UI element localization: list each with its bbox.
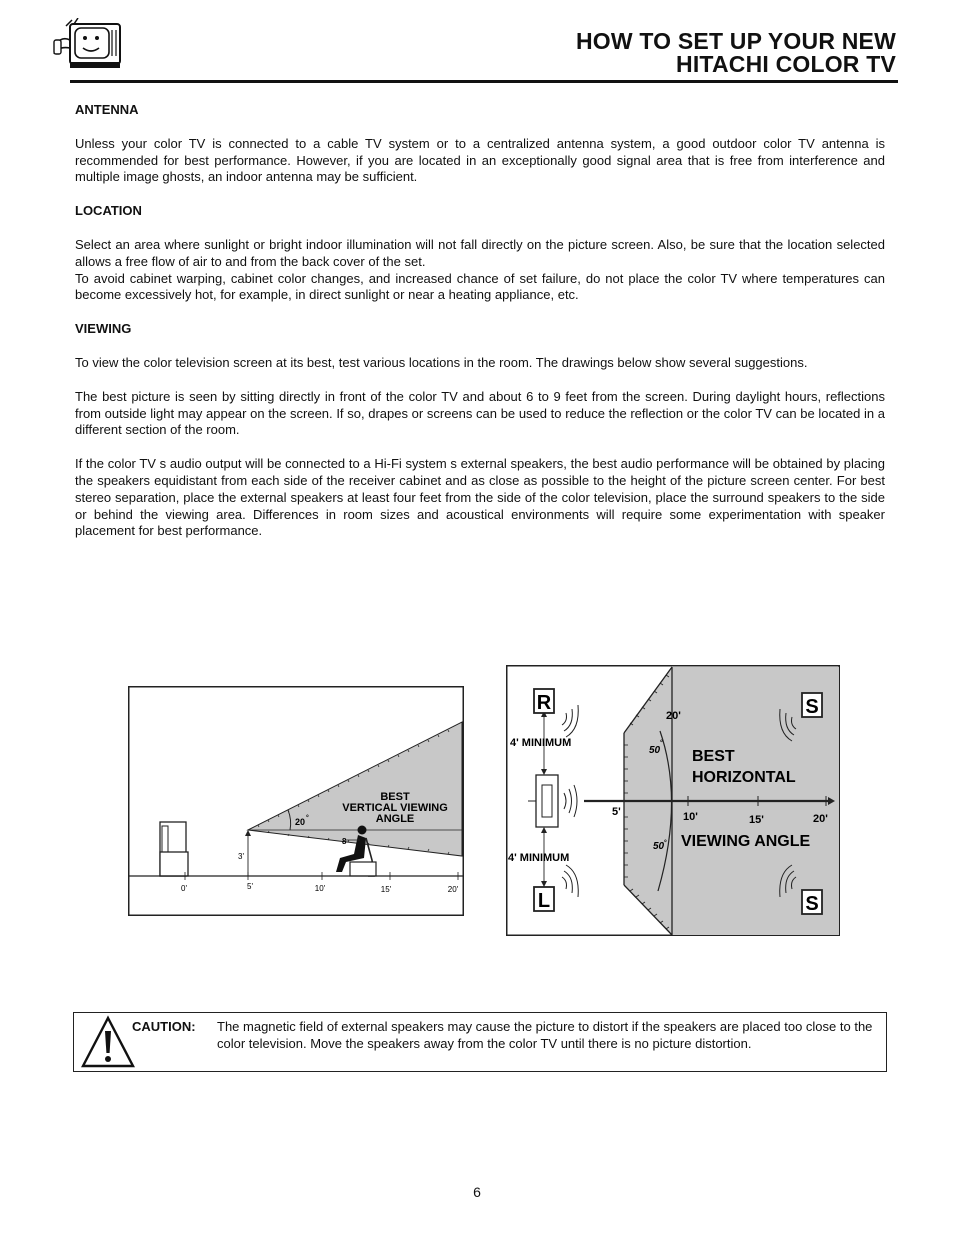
page-number: 6 [473,1184,481,1200]
angle-top-degree: ° [660,740,663,747]
tv-mascot-logo [52,18,122,70]
antenna-paragraph: Unless your color TV is connected to a cable TV system or to a centralized antenna system, a good outdoor color TV antenna is recommended for best performance. However, if you are located in an exceptionally good signal area that is free from interference and multiple image ghosts, an indoor antenna may be sufficient. [75,135,885,185]
antenna-heading: ANTENNA [75,102,139,117]
horizontal-viewing-angle-figure [506,665,842,938]
speaker-r-label: R [536,692,552,714]
viewing-heading: VIEWING [75,321,132,337]
tick-20-label: 20' [813,813,828,825]
tick-15-label: 15' [749,814,764,826]
dist-5-label: 5' [612,806,621,818]
speaker-s-top-label: S [805,696,819,718]
vertical-label-line-3: ANGLE [375,813,415,825]
dist-20-top-label: 20' [666,710,681,722]
vertical-label-line-2: VERTICAL VIEWING [342,802,448,814]
location-paragraph-1: Select an area where sunlight or bright indoor illumination will not fall directly on the picture screen. Also, be sure that the location selected allows a free flow of air to and from the back cover of the set. [75,236,885,269]
viewing-angle-label: VIEWING ANGLE [681,833,811,850]
vertical-height-label: 3' [238,852,244,861]
vertical-viewing-angle-figure [128,686,464,916]
speaker-s-bottom-label: S [805,893,819,915]
vertical-tick-15: 15' [380,885,392,894]
caution-text: The magnetic field of external speakers may cause the picture to distort if the speakers are placed too close to the color television. Move the speakers away from the color TV until there is no picture distortion. [217,1019,873,1051]
vertical-tick-20: 20' [447,885,459,894]
tick-10-label: 10' [683,811,698,823]
angle-bottom-label: 50 [653,841,665,852]
viewing-paragraph-1: To view the color television screen at its best, test various locations in the room. The drawings below show several suggestions. [75,354,808,370]
viewing-paragraph-2: The best picture is seen by sitting directly in front of the color TV and about 6 to 9 feet from the screen. During daylight hours, reflections from outside light may appear on the screen. If so, drapes or screens can be used to reduce the reflection or the color TV can be located in a different section of the room. [75,388,885,438]
vertical-tick-5: 5' [247,882,253,891]
vertical-tick-0: 0' [181,884,187,893]
best-label: BEST [692,748,735,765]
vertical-eye-mark: 8 [342,837,347,846]
min-top-label: 4' MINIMUM [510,737,572,749]
header-rule [70,80,898,83]
caution-box [73,1012,887,1072]
body-text [75,102,885,540]
page-title-line-2: HITACHI COLOR TV [676,51,896,77]
min-bottom-label: 4' MINIMUM [508,852,570,864]
page-title-line-1: HOW TO SET UP YOUR NEW [575,28,896,54]
horizontal-label: HORIZONTAL [692,769,796,786]
angle-bottom-degree: ° [664,840,667,847]
warning-triangle-icon [80,1015,136,1069]
angle-top-label: 50 [649,745,661,756]
vertical-degree-mark: ° [306,815,309,822]
location-paragraph-2: To avoid cabinet warping, cabinet color changes, and increased chance of set failure, do not place the color TV where temperatures can become excessively hot, for example, in direct sunlight or near a heating appliance, etc. [75,270,885,303]
vertical-angle-label: 20 [295,817,306,827]
location-heading: LOCATION [75,203,142,219]
viewing-paragraph-3: If the color TV s audio output will be connected to a Hi-Fi system s external speakers, the best audio performance will be obtained by placing the speakers equidistant from each side of the receiver cabinet and as close as possible to the height of the picture screen center. For best stereo separation, place the external speakers at least four feet from the side of the color television, place the surround speakers to the side or behind the viewing area. Differences in room sizes and acoustical environments will require some experimentation with speaker placement for best performance. [75,456,885,539]
vertical-tick-10: 10' [314,884,326,893]
vertical-label-line-1: BEST [380,791,410,803]
page-title [576,30,896,76]
speaker-l-label: L [537,890,551,912]
caution-label: CAUTION: [132,1019,196,1034]
